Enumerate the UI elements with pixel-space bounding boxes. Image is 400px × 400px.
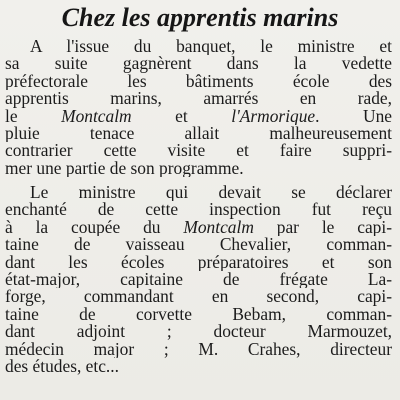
article-headline: Chez les apprentis marins [61,3,339,32]
text-line [0,108,392,125]
ship-name-armorique: l'Armorique [231,107,316,126]
text-line [0,323,392,340]
text-run: contrarier cette visite et faire suppri- [5,142,392,160]
text-line [0,219,392,236]
text-line [0,288,392,305]
text-run: sa suite gagnèrent dans la vedette [5,55,392,73]
ship-name-montcalm: Montcalm [61,107,132,126]
text-run: enchanté de cette inspection fut reçu [5,201,392,219]
text-line [0,306,392,323]
text-run: taine de vaisseau Chevalier, comman- [5,236,392,254]
text-line [0,73,392,90]
text-line [0,55,392,72]
text-run: dant adjoint ; docteur Marmouzet, [5,323,392,341]
text-run: médecin major ; M. Crahes, directeur [5,340,392,359]
text-line [0,38,392,55]
text-run: . Une [315,107,392,126]
text-run: à la coupée du [5,218,184,237]
text-run: état-major, capitaine de frégate La- [5,271,392,289]
text-line [0,341,392,358]
text-line [0,254,392,271]
text-run: pluie tenace allait malheureusement [5,125,392,143]
text-line [0,236,392,253]
ship-name-montcalm: Montcalm [183,218,254,237]
text-run: mer une partie de son programme. [5,159,244,178]
text-line [0,201,392,218]
text-line [0,160,392,177]
text-run: dant les écoles préparatoires et son [5,253,392,272]
text-line [0,358,392,375]
text-run: taine de corvette Bebam, comman- [5,305,392,324]
text-run: Le ministre qui devait se déclarer [30,184,392,202]
text-run: apprentis marins, amarrés en rade, [5,90,392,108]
text-run: préfectorale les bâtiments école des [5,72,392,91]
text-run: le [5,107,62,126]
text-run: forge, commandant en second, capi- [5,288,392,306]
text-line [0,90,392,107]
text-run: des études, etc... [5,358,119,376]
text-line [0,271,392,288]
text-run: A l'issue du banquet, le ministre et [30,38,392,56]
text-run: et [131,107,232,126]
text-line [0,142,392,159]
text-run: par le capi- [253,218,392,237]
article-paragraph-1 [0,38,400,177]
article-paragraph-2 [0,184,400,375]
text-line [0,125,392,142]
text-line [0,184,392,201]
